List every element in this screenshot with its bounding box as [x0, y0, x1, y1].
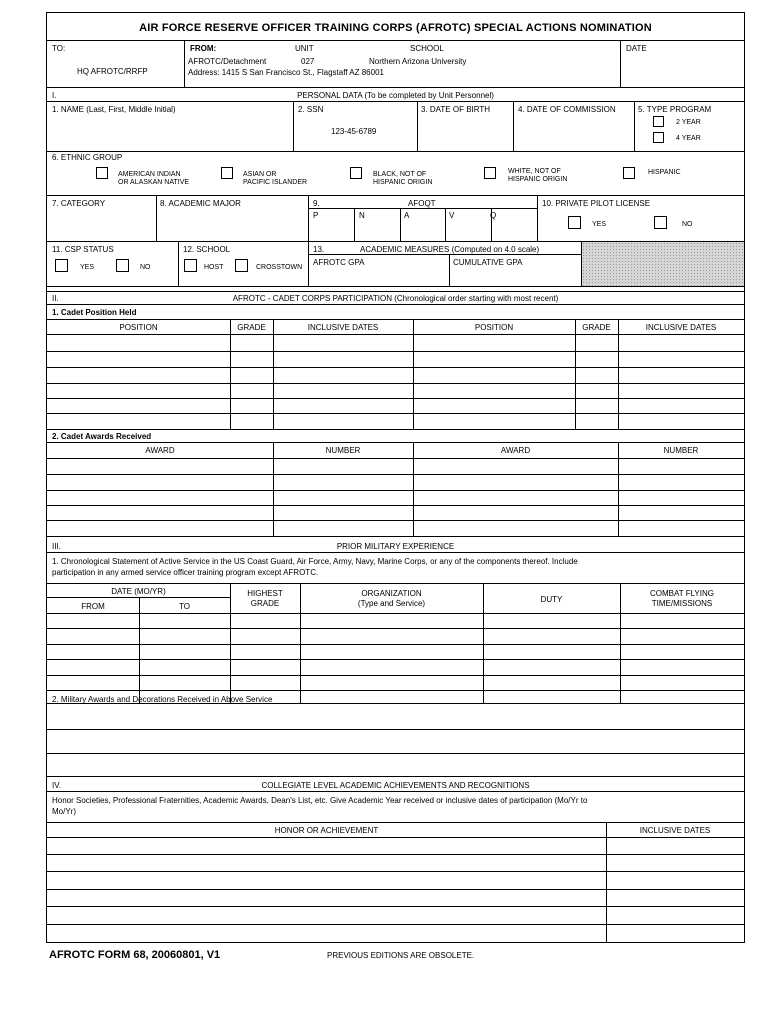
- col-dates-2: INCLUSIVE DATES: [645, 323, 717, 332]
- from-value[interactable]: AFROTC/Detachment: [188, 57, 267, 66]
- pilot-license-label: 10. PRIVATE PILOT LICENSE: [542, 199, 651, 208]
- achievements-instruction-2: Mo/Yr): [52, 807, 76, 816]
- ethnic-black-checkbox[interactable]: [350, 167, 362, 179]
- award-row[interactable]: [47, 520, 744, 521]
- ethnic-white-checkbox[interactable]: [484, 167, 496, 179]
- section-3-heading: PRIOR MILITARY EXPERIENCE: [336, 542, 455, 551]
- col-organization-2: (Type and Service): [357, 599, 426, 608]
- position-row[interactable]: [47, 351, 744, 352]
- ethnic-asian-label-1: ASIAN OR: [243, 171, 277, 178]
- col-grade-2: GRADE: [582, 323, 611, 332]
- service-row[interactable]: [47, 690, 744, 691]
- honor-row[interactable]: [47, 924, 744, 925]
- award-row[interactable]: [47, 505, 744, 506]
- ethnic-white-label-2: HISPANIC ORIGIN: [508, 176, 568, 183]
- date-label: DATE: [626, 44, 647, 53]
- obsolete-note: PREVIOUS EDITIONS ARE OBSOLETE.: [327, 951, 475, 960]
- achievements-instruction-1: Honor Societies, Professional Fraternities, Academic Awards, Dean's List, etc. Give Academic Year received or inclusive dates of participation (Mo/Yr to: [52, 796, 588, 805]
- unit-value[interactable]: 027: [301, 57, 315, 66]
- section-1-heading: PERSONAL DATA (To be completed by Unit Personnel): [297, 91, 494, 100]
- pilot-yes-checkbox[interactable]: [568, 216, 581, 229]
- military-awards-row[interactable]: [47, 753, 744, 754]
- csp-status-label: 11. CSP STATUS: [52, 245, 114, 254]
- dob-label: 3. DATE OF BIRTH: [421, 105, 491, 114]
- prior-service-instruction-1: 1. Chronological Statement of Active Service in the US Coast Guard, Air Force, Army, Navy, Marine Corps, or any of the components thereof. Include: [52, 557, 578, 566]
- csp-no-checkbox[interactable]: [116, 259, 129, 272]
- ethnic-american-indian-checkbox[interactable]: [96, 167, 108, 179]
- prior-service-instruction-2: participation in any armed service officer training program except AFROTC.: [52, 568, 319, 577]
- afoqt-number: 9.: [313, 199, 320, 208]
- military-awards-row[interactable]: [47, 729, 744, 730]
- ethnic-black-label-1: BLACK, NOT OF: [373, 171, 427, 178]
- honor-row[interactable]: [47, 871, 744, 872]
- col-dates-1: INCLUSIVE DATES: [307, 323, 379, 332]
- ethnic-american-indian-label-2: OR ALASKAN NATIVE: [118, 179, 190, 186]
- to-label: TO:: [52, 44, 66, 53]
- type-2yr-label: 2 YEAR: [676, 119, 701, 126]
- section-4-heading: COLLEGIATE LEVEL ACADEMIC ACHIEVEMENTS AND RECOGNITIONS: [261, 781, 530, 790]
- nomination-form: [46, 12, 745, 943]
- honor-row[interactable]: [47, 906, 744, 907]
- honor-row[interactable]: [47, 889, 744, 890]
- award-row[interactable]: [47, 490, 744, 491]
- category-label: 7. CATEGORY: [52, 199, 106, 208]
- col-combat-flying-2: TIME/MISSIONS: [651, 599, 713, 608]
- position-row[interactable]: [47, 398, 744, 399]
- shaded-area: [582, 242, 744, 286]
- service-row[interactable]: [47, 644, 744, 645]
- service-row[interactable]: [47, 675, 744, 676]
- cumulative-gpa-label: CUMULATIVE GPA: [453, 258, 523, 267]
- commission-date-label: 4. DATE OF COMMISSION: [518, 105, 616, 114]
- form-title: AIR FORCE RESERVE OFFICER TRAINING CORPS (AFROTC) SPECIAL ACTIONS NOMINATION: [139, 22, 652, 34]
- afoqt-a-label: A: [404, 211, 410, 220]
- to-value[interactable]: HQ AFROTC/RRFP: [77, 67, 148, 76]
- col-position-2: POSITION: [474, 323, 514, 332]
- ethnic-hispanic-checkbox[interactable]: [623, 167, 635, 179]
- section-2-roman: II.: [52, 294, 59, 303]
- col-honor: HONOR OR ACHIEVEMENT: [274, 826, 379, 835]
- pilot-no-label: NO: [682, 221, 693, 228]
- col-position-1: POSITION: [119, 323, 158, 332]
- school-crosstown-checkbox[interactable]: [235, 259, 248, 272]
- unit-label: UNIT: [295, 44, 314, 53]
- ethnic-asian-checkbox[interactable]: [221, 167, 233, 179]
- position-row[interactable]: [47, 383, 744, 384]
- afoqt-v-label: V: [449, 211, 455, 220]
- ethnic-black-label-2: HISPANIC ORIGIN: [373, 179, 433, 186]
- cadet-position-title: 1. Cadet Position Held: [52, 308, 137, 317]
- col-number-1: NUMBER: [325, 446, 361, 455]
- ethnic-white-label-1: WHITE, NOT OF: [508, 168, 561, 175]
- academic-major-label: 8. ACADEMIC MAJOR: [160, 199, 241, 208]
- school-label: SCHOOL: [410, 44, 444, 53]
- col-number-2: NUMBER: [663, 446, 699, 455]
- form-id: AFROTC FORM 68, 20060801, V1: [49, 949, 221, 961]
- afrotc-gpa-label: AFROTC GPA: [313, 258, 365, 267]
- afoqt-q-label: Q: [490, 211, 497, 220]
- type-4yr-label: 4 YEAR: [676, 135, 701, 142]
- position-row[interactable]: [47, 367, 744, 368]
- col-award-2: AWARD: [500, 446, 531, 455]
- ethnic-group-label: 6. ETHNIC GROUP: [52, 153, 123, 162]
- ethnic-asian-label-2: PACIFIC ISLANDER: [243, 179, 308, 186]
- col-inclusive-dates: INCLUSIVE DATES: [639, 826, 711, 835]
- csp-yes-checkbox[interactable]: [55, 259, 68, 272]
- type-program-label: 5. TYPE PROGRAM: [638, 105, 712, 114]
- type-4yr-checkbox[interactable]: [653, 132, 664, 143]
- col-highest-grade-1: HIGHEST: [247, 589, 283, 598]
- award-row[interactable]: [47, 474, 744, 475]
- address-value[interactable]: Address: 1415 S San Francisco St., Flagstaff AZ 86001: [188, 68, 384, 77]
- section-1-roman: I.: [52, 91, 57, 100]
- cadet-awards-title: 2. Cadet Awards Received: [52, 432, 152, 441]
- col-to: TO: [179, 602, 190, 611]
- ssn-label: 2. SSN: [298, 105, 324, 114]
- type-2yr-checkbox[interactable]: [653, 116, 664, 127]
- section-2-heading: AFROTC - CADET CORPS PARTICIPATION (Chronological order starting with most recent): [232, 294, 559, 303]
- ethnic-american-indian-label-1: AMERICAN INDIAN: [118, 171, 181, 178]
- afoqt-p-label: P: [313, 211, 319, 220]
- academic-measures-label: ACADEMIC MEASURES (Computed on 4.0 scale): [360, 245, 540, 254]
- col-combat-flying-1: COMBAT FLYING: [649, 589, 714, 598]
- name-label: 1. NAME (Last, First, Middle Initial): [52, 105, 176, 114]
- col-highest-grade-2: GRADE: [250, 599, 280, 608]
- school-type-label: 12. SCHOOL: [183, 245, 231, 254]
- military-awards-label: 2. Military Awards and Decorations Received in Above Service: [52, 695, 273, 704]
- service-row[interactable]: [47, 628, 744, 629]
- pilot-no-checkbox[interactable]: [654, 216, 667, 229]
- afoqt-n-label: N: [359, 211, 365, 220]
- school-host-label: HOST: [204, 264, 224, 271]
- afoqt-label: AFOQT: [408, 199, 436, 208]
- pilot-yes-label: YES: [592, 221, 607, 228]
- col-duty: DUTY: [540, 595, 563, 604]
- from-label: FROM:: [190, 44, 217, 53]
- col-date-moyr: DATE (MO/YR): [111, 587, 166, 596]
- section-3-roman: III.: [52, 542, 61, 551]
- col-from: FROM: [81, 602, 105, 611]
- ssn-value[interactable]: 123-45-6789: [331, 127, 377, 136]
- col-award-1: AWARD: [145, 446, 175, 455]
- section-4-roman: IV.: [52, 781, 62, 790]
- school-host-checkbox[interactable]: [184, 259, 197, 272]
- service-row[interactable]: [47, 659, 744, 660]
- ethnic-hispanic-label: HISPANIC: [648, 169, 681, 176]
- position-row[interactable]: [47, 413, 744, 414]
- academic-measures-number: 13.: [313, 245, 325, 254]
- col-organization-1: ORGANIZATION: [361, 589, 422, 598]
- honor-row[interactable]: [47, 854, 744, 855]
- csp-no-label: NO: [140, 264, 151, 271]
- school-crosstown-label: CROSSTOWN: [256, 264, 303, 271]
- school-value[interactable]: Northern Arizona University: [369, 57, 467, 66]
- col-grade-1: GRADE: [237, 323, 266, 332]
- csp-yes-label: YES: [80, 264, 95, 271]
